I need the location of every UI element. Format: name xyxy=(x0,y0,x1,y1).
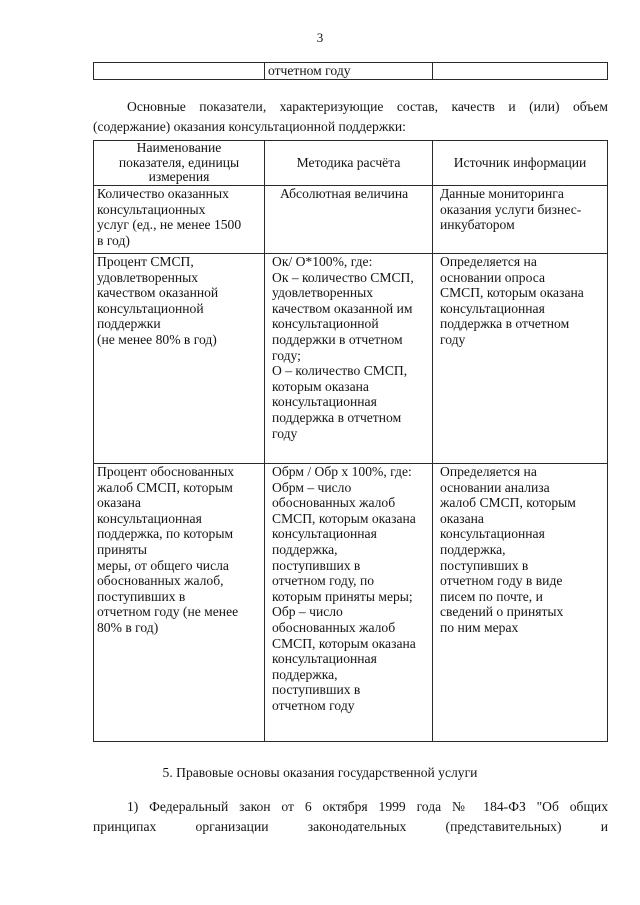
table-cell xyxy=(433,63,608,80)
table-header-row xyxy=(94,141,608,186)
table-cell: Определяется на основании опроса СМСП, которым оказана консультационная поддержка в отчетном году xyxy=(440,254,584,347)
column-header: Наименование показателя, единицы измерения xyxy=(94,141,265,186)
table-cell: Обрм / Обр х 100%, где: Обрм – число обоснованных жалоб СМСП, которым оказана консультационная поддержка, поступивших в отчетном году, по которым приняты меры; Обр – число обоснованных жалоб СМСП, которым оказана консультационная поддержка, поступивших в отчетном году xyxy=(272,464,416,713)
table-cell xyxy=(94,63,265,80)
continued-table-fragment xyxy=(93,62,608,80)
table-row xyxy=(94,464,608,742)
section-title: 5. Правовые основы оказания государственной услуги xyxy=(162,765,478,780)
table-cell: Определяется на основании анализа жалоб СМСП, которым оказана консультационная поддержка, поступивших в отчетном году в виде писем по почте, и сведений о принятых по ним мерах xyxy=(440,464,576,635)
table-cell: Ок/ О*100%, где: Ок – количество СМСП, удовлетворенных качеством оказанной им консультационной поддержки в отчетном году; О – количество СМСП, которым оказана консультационная поддержка в отчетном году xyxy=(272,254,414,441)
table-cell: Данные мониторинга оказания услуги бизнес- инкубатором xyxy=(440,186,582,233)
law-line: принципах организации законодательных (представительных) и xyxy=(93,819,608,834)
column-header: Источник информации xyxy=(433,141,608,186)
intro-paragraph xyxy=(93,97,608,137)
table-cell: Абсолютная величина xyxy=(280,186,409,201)
table-cell: Процент обоснованных жалоб СМСП, которым оказана консультационная поддержка, по которым приняты меры, от общего числа обоснованных жалоб, поступивших в отчетном году (не менее 80% в год) xyxy=(97,464,239,635)
page-number: 3 xyxy=(316,30,324,45)
table-row xyxy=(94,186,608,254)
table-cell: отчетном году xyxy=(265,63,433,80)
table-row xyxy=(94,63,608,80)
table-cell: Количество оказанных консультационных услуг (ед., не менее 1500 в год) xyxy=(97,186,242,248)
column-header: Методика расчёта xyxy=(265,141,433,186)
indicators-table xyxy=(93,140,608,742)
intro-line: Основные показатели, характеризующие состав, качеств и (или) объем xyxy=(127,99,608,114)
law-paragraph xyxy=(93,797,608,837)
table-cell: Процент СМСП, удовлетворенных качеством оказанной консультационной поддержки (не менее 80% в год) xyxy=(97,254,219,347)
table-row xyxy=(94,254,608,464)
intro-line: (содержание) оказания консультационной поддержки: xyxy=(93,119,406,134)
law-line: 1) Федеральный закон от 6 октября 1999 года № 184-ФЗ "Об общих xyxy=(127,799,608,814)
